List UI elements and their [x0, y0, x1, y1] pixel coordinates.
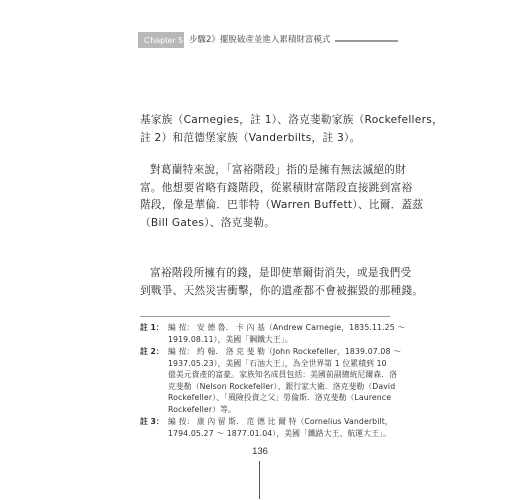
footnote-line: 編 按： 安 德 魯． 卡 內 基（Andrew Carnegie，1835.11.25 ～	[168, 323, 406, 332]
paragraph-2	[140, 162, 424, 232]
paragraph-line: 階段，像是華倫．巴菲特（Warren Buffett）、比爾．蓋茲	[140, 199, 424, 211]
footnote-2	[140, 346, 401, 415]
page-number: 136	[252, 446, 268, 457]
paragraph-line: （Bill Gates）、洛克斐勒。	[140, 216, 276, 229]
footnote-label: 註 2：	[140, 347, 164, 356]
footnotes-divider	[140, 316, 390, 317]
paragraph-line: 富裕階段所擁有的錢，是即使華爾街消失，或是我們受	[150, 267, 412, 279]
footnote-line: 編 按： 康 內 留 斯． 范 德 比 爾 特（Cornelius Vanderbilt，	[168, 417, 393, 426]
running-header-title: 步驟2》擺脫破產並進入累積財富模式	[184, 32, 335, 48]
footnote-line: Rockefeller）、「風險投資之父」勞倫斯．洛克斐勒（Laurence	[168, 393, 392, 402]
paragraph-line: 對葛蘭特來說，「富裕階段」指的是擁有無法滅絕的財	[150, 164, 407, 176]
footer-rule	[259, 461, 260, 499]
footnote-line: 1937.05.23），美國「石油大王」，為全世界第 1 位累積到 10	[168, 358, 387, 368]
footnote-line: 1794.05.27 ～ 1877.01.04），美國「鐵路大王、航運大王」。	[168, 428, 391, 438]
paragraph-1	[140, 112, 443, 147]
footnote-line: 1919.08.11），美國「鋼鐵大王」。	[168, 334, 293, 344]
footnote-3	[140, 416, 395, 439]
paragraph-line: 到戰爭、天然災害衝擊，你的遺產都不會被摧毀的那種錢。	[140, 284, 424, 297]
footnote-line: 克斐勒（Nelson Rockefeller）、銀行家大衛．洛克斐勒（David	[168, 381, 396, 391]
paragraph-3	[140, 265, 424, 300]
footnote-text	[168, 346, 401, 415]
paragraph-line: 基家族（Carnegies，註 1）、洛克斐勒家族（Rockefellers，	[140, 114, 443, 126]
footnote-text	[168, 322, 405, 345]
paragraph-line: 註 2）和范德堡家族（Vanderbilts，註 3）。	[140, 131, 361, 144]
footnote-label: 註 3：	[140, 417, 164, 426]
chapter-tab: Chapter 5	[138, 32, 189, 48]
footnote-line: 億美元資產的富豪。家族知名成員包括：美國前副總統尼爾森．洛	[168, 370, 398, 379]
paragraph-line: 富。他想要省略有錢階段，從累積財富階段直接跳到富裕	[140, 181, 413, 194]
footnote-label: 註 1：	[140, 323, 164, 332]
footnote-1	[140, 322, 406, 345]
footnote-line: Rockefeller）等。	[168, 404, 236, 414]
footnotes	[140, 322, 406, 440]
footnote-line: 編 按： 約 翰． 洛 克 斐 勒（John Rockefeller，1839.07.08 ～	[168, 347, 401, 356]
footnote-text	[168, 416, 393, 439]
